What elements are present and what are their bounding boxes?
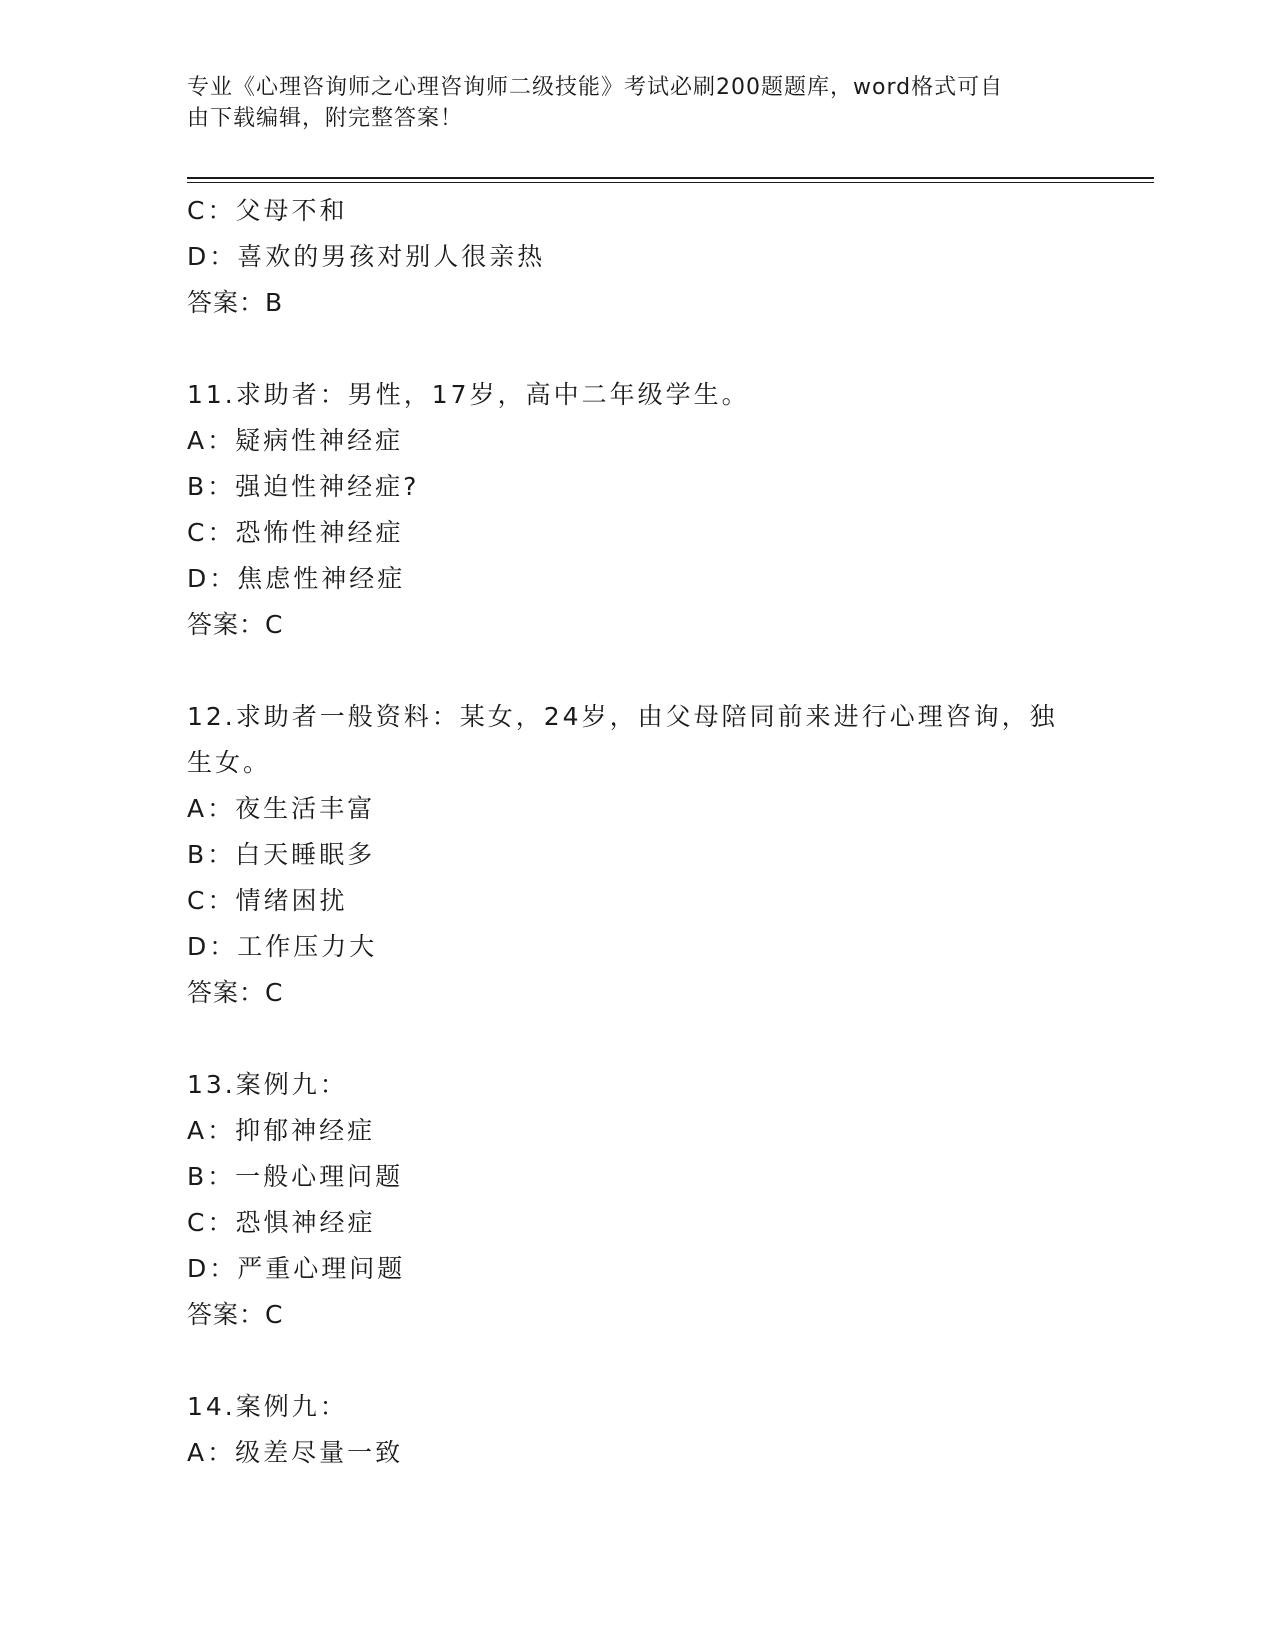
answer-line: 答案：C [187,1300,284,1329]
option-c: C：情绪困扰 [187,886,348,915]
option-d: D：工作压力大 [187,932,378,961]
header-line-1: 专业《心理咨询师之心理咨询师二级技能》考试必刷200题题库，word格式可自 [187,75,1004,100]
question-stem: 11.求助者：男性，17岁，高中二年级学生。 [187,380,750,409]
spacer [187,1338,1087,1384]
option-c: C：恐惧神经症 [187,1208,376,1237]
option-a: A：疑病性神经症 [187,426,404,455]
option-a: A：夜生活丰富 [187,794,376,823]
question-stem-line-1: 12.求助者一般资料：某女，24岁，由父母陪同前来进行心理咨询，独 [187,702,1058,731]
header-line-2: 由下载编辑，附完整答案！ [187,106,464,131]
answer-line: 答案：B [187,288,284,317]
option-b: B：一般心理问题 [187,1162,404,1191]
answer-line: 答案：C [187,978,284,1007]
header-divider-thick [187,177,1154,179]
option-b: B：白天睡眠多 [187,840,376,869]
question-block-previous [187,188,1087,326]
question-stem: 14.案例九： [187,1392,348,1421]
spacer [187,326,1087,372]
option-b: B：强迫性神经症? [187,472,420,501]
header-divider-thin [187,182,1154,183]
question-block-14 [187,1384,1087,1476]
question-list [187,188,1087,1476]
answer-line: 答案：C [187,610,284,639]
option-c: C：恐怖性神经症 [187,518,404,547]
question-stem: 13.案例九： [187,1070,348,1099]
option-d: D：焦虑性神经症 [187,564,406,593]
spacer [187,648,1087,694]
option-d: D：严重心理问题 [187,1254,406,1283]
question-block-12 [187,694,1087,1016]
option-a: A：级差尽量一致 [187,1438,404,1467]
option-c: C：父母不和 [187,196,348,225]
option-d: D：喜欢的男孩对别人很亲热 [187,242,546,271]
question-stem-line-2: 生女。 [187,748,272,777]
option-a: A：抑郁神经症 [187,1116,376,1145]
spacer [187,1016,1087,1062]
question-block-11 [187,372,1087,648]
question-block-13 [187,1062,1087,1338]
document-header [187,72,1067,134]
